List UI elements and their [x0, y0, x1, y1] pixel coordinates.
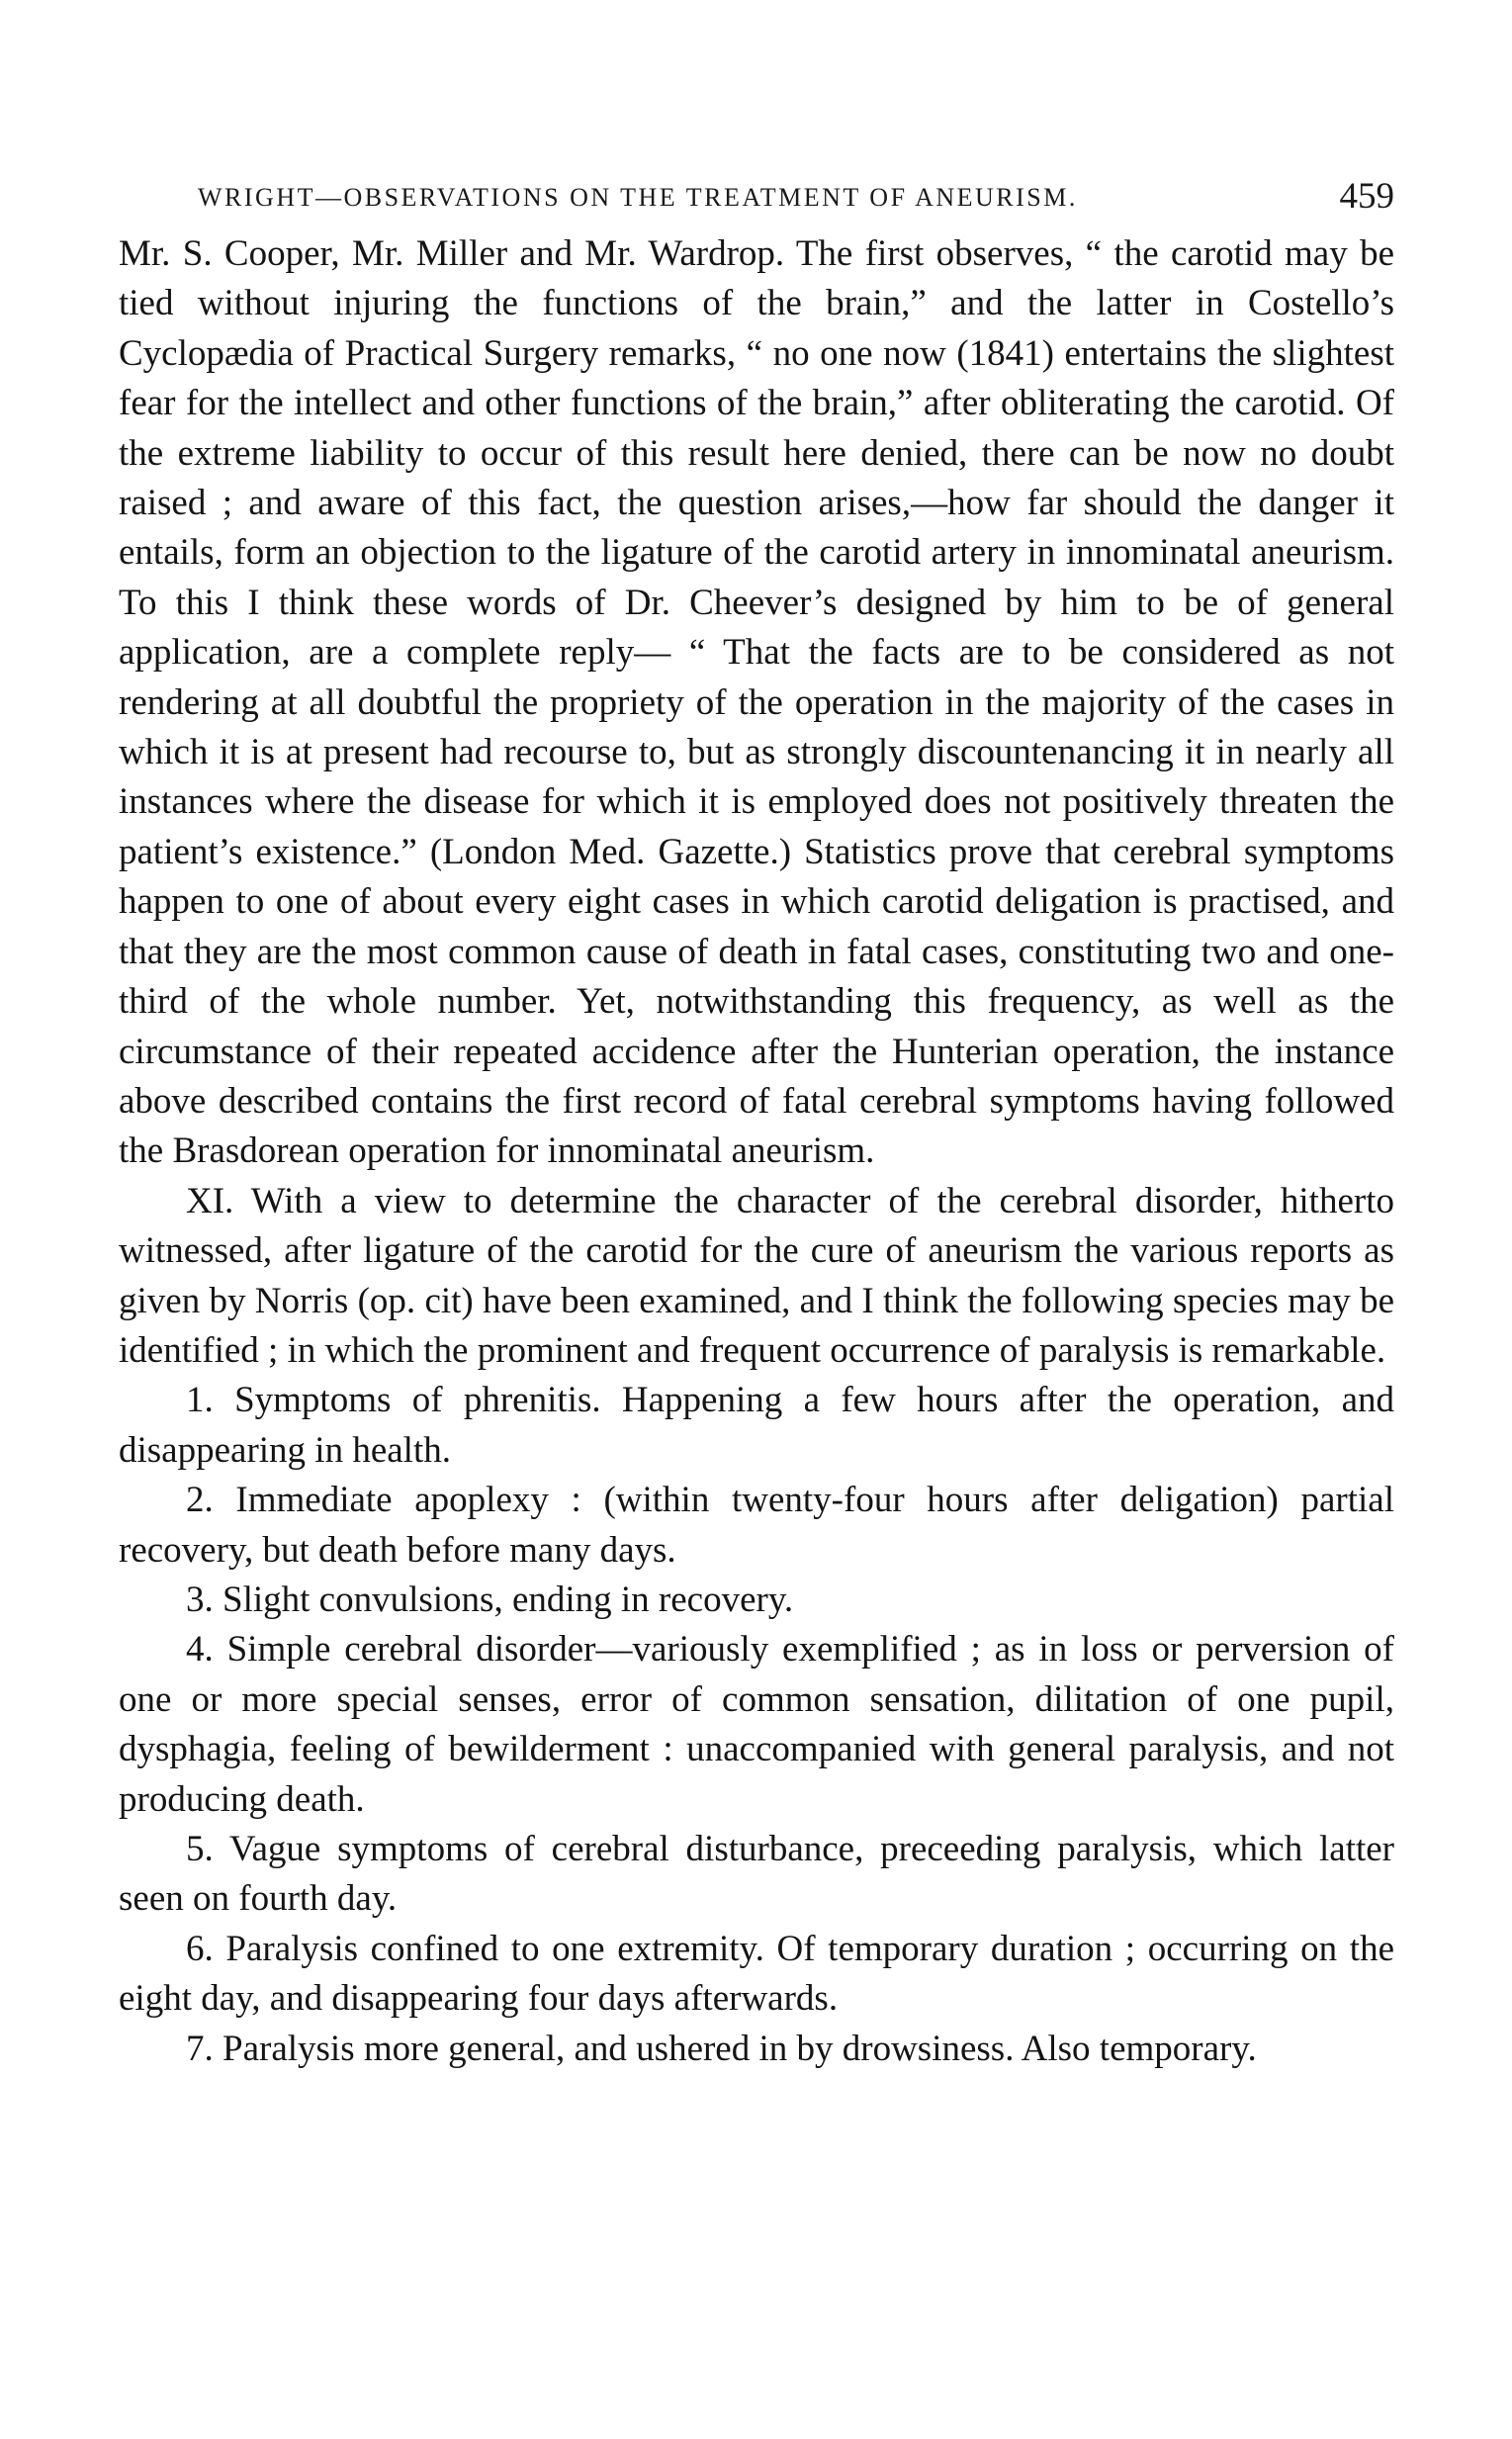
paragraph-section-xi: XI. With a view to determine the character of the cerebral disorder, hitherto witnessed, after ligature of the carotid for the cure of aneurism the various reports as given by Norris (op. cit) have been examined, and I think the following species may be identified ; in which the prominent and frequent occurrence of paralysis is remarkable.: [119, 1180, 1394, 1371]
list-item-1: 1. Symptoms of phrenitis. Happening a few hours after the operation, and disappearing in health.: [119, 1380, 1394, 1471]
list-item-4: 4. Simple cerebral disorder—variously exemplified ; as in loss or perversion of one or more special senses, error of common sensation, dilitation of one pupil, dysphagia, feeling of bewilderment : unaccompanied with general paralysis, and not producing death.: [119, 1629, 1394, 1820]
list-item-2: 2. Immediate apoplexy : (within twenty-four hours after deligation) partial recovery, but death before many days.: [119, 1480, 1394, 1571]
running-title: WRIGHT—OBSERVATIONS ON THE TREATMENT OF ANEURISM.: [198, 183, 1078, 212]
list-item-5: 5. Vague symptoms of cerebral disturbance, preceeding paralysis, which latter seen on fourth day.: [119, 1829, 1394, 1920]
body-text: [119, 229, 1394, 2074]
list-item-6: 6. Paralysis confined to one extremity. Of temporary duration ; occurring on the eight day, and disappearing four days afterwards.: [119, 1928, 1394, 2020]
list-item-3: 3. Slight convulsions, ending in recovery.: [186, 1579, 794, 1620]
paragraph-continuation: Mr. S. Cooper, Mr. Miller and Mr. Wardrop. The first observes, “ the carotid may be tied without injuring the functions of the brain,” and the latter in Costello’s Cyclopædia of Practical Surgery remarks, “ no one now (1841) entertains the slightest fear for the intellect and other functions of the brain,” after obliterating the carotid. Of the extreme liability to occur of this result here denied, there can be now no doubt raised ; and aware of this fact, the question arises,—how far should the danger it entails, form an objection to the ligature of the carotid artery in innominatal aneurism. To this I think these words of Dr. Cheever’s designed by him to be of general application, are a complete reply— “ That the facts are to be considered as not rendering at all doubtful the propriety of the operation in the majority of the cases in which it is at present had recourse to, but as strongly discountenancing it in nearly all instances where the disease for which it is employed does not positively threaten the patient’s existence.” (London Med. Gazette.) Statistics prove that cerebral symptoms happen to one of about every eight cases in which carotid deligation is practised, and that they are the most common cause of death in fatal cases, constituting two and one-third of the whole number. Yet, notwithstanding this frequency, as well as the circumstance of their repeated accidence after the Hunterian operation, the instance above described contains the first record of fatal cerebral symptoms having followed the Brasdorean operation for innominatal aneurism.: [119, 233, 1394, 1172]
page-number: 459: [1339, 176, 1394, 217]
running-head: [119, 163, 1394, 217]
list-item-7: 7. Paralysis more general, and ushered in by drowsiness. Also temporary.: [186, 2028, 1257, 2069]
